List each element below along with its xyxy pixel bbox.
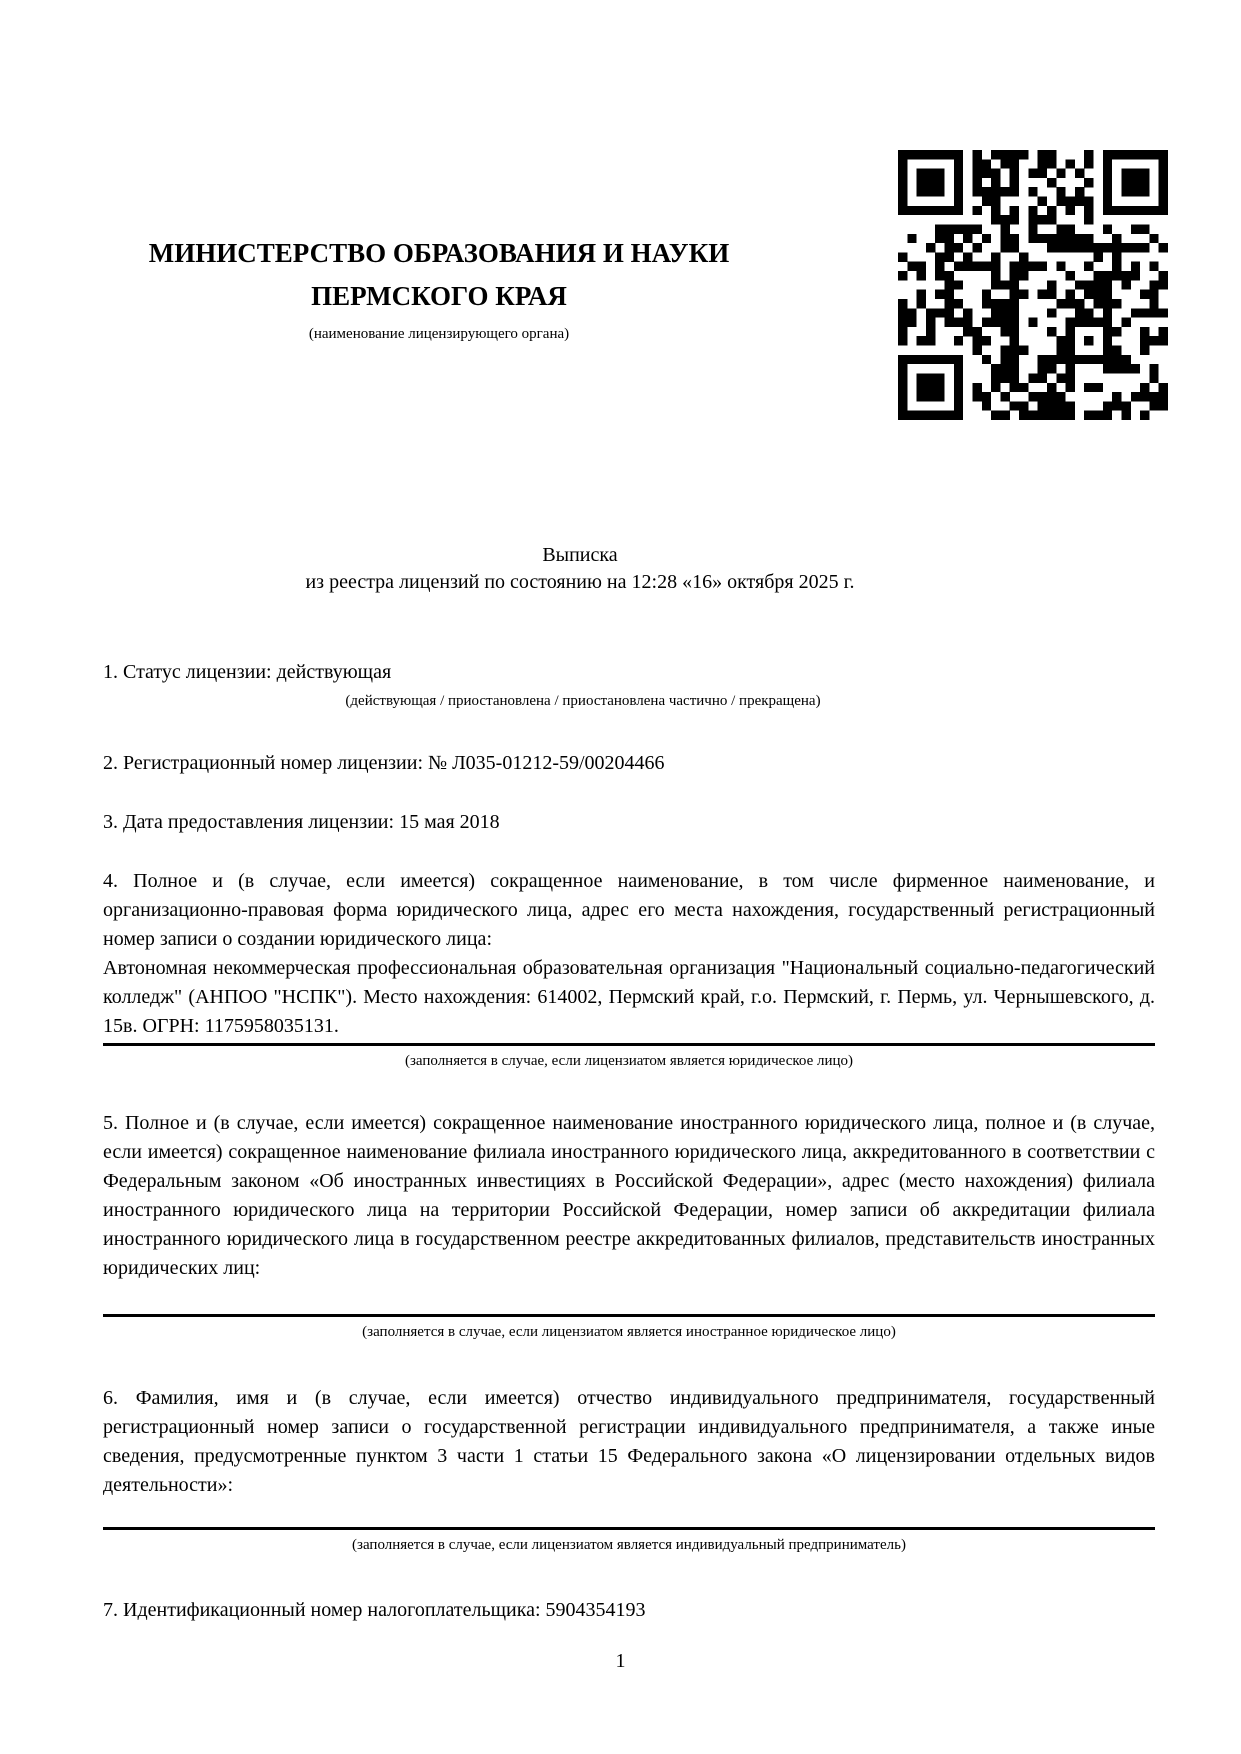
ministry-title-line1: МИНИСТЕРСТВО ОБРАЗОВАНИЯ И НАУКИ [148,238,730,268]
license-grant-date-item: 3. Дата предоставления лицензии: 15 мая 2018 [103,811,500,833]
individual-entrepreneur-caption: (заполняется в случае, если лицензиатом является индивидуальный предприниматель) [352,1537,906,1553]
foreign-entity-caption: (заполняется в случае, если лицензиатом является иностранное юридическое лицо) [362,1324,896,1340]
ministry-title-line2: ПЕРМСКОГО КРАЯ [311,281,567,311]
authority-name-caption: (наименование лицензирующего органа) [308,326,570,342]
page-number: 1 [615,1650,626,1672]
foreign-entity-item: 5. Полное и (в случае, если имеется) сокращенное наименование иностранного юридического лица, полное и (в случае, если имеется) сокращенное наименование филиала иностранного юридического лица, аккредитованного в соответствии с Федеральным законом «Об иностранных инвестициях в Российской Федерации», адрес (место нахождения) филиала иностранного юридического лица на территории Российской Федерации, номер записи об аккредитации филиала иностранного юридического лица в государственном реестре аккредитованных филиалов, представительств иностранных юридических лиц: [103,1112,1155,1279]
individual-entrepreneur-item: 6. Фамилия, имя и (в случае, если имеется) отчество индивидуального предпринимателя, государственный регистрационный номер записи о государственной регистрации индивидуального предпринимателя, а также иные сведения, предусмотренные пунктом 3 части 1 статьи 15 Федерального закона «О лицензировании отдельных видов деятельности»: [103,1387,1155,1496]
fill-in-line-legal-entity [103,1043,1155,1046]
registration-number-item: 2. Регистрационный номер лицензии: № Л035-01212-59/00204466 [103,752,665,774]
fill-in-line-individual-entrepreneur [103,1527,1155,1530]
legal-entity-name-value: Автономная некоммерческая профессиональная образовательная организация "Национальный социально-педагогический колледж" (АНПОО "НСПК"). Место нахождения: 614002, Пермский край, г.о. Пермский, г. Пермь, ул. Чернышевского, д. 15в. ОГРН: 1175958035131. [103,957,1155,1037]
license-status-options-caption: (действующая / приостановлена / приостановлена частично / прекращена) [345,693,821,709]
fill-in-line-foreign-entity [103,1314,1155,1317]
legal-entity-caption: (заполняется в случае, если лицензиатом является юридическое лицо) [404,1053,854,1069]
license-status-item: 1. Статус лицензии: действующая [103,661,392,683]
legal-entity-name-statement: 4. Полное и (в случае, если имеется) сокращенное наименование, в том числе фирменное наименование, и организационно-правовая форма юридического лица, адрес его места нахождения, государственный регистрационный номер записи о создании юридического лица: [103,870,1155,950]
document-title [54,542,1106,596]
licensing-authority-header [85,0,793,345]
qr-code [898,150,1168,420]
taxpayer-id-item: 7. Идентификационный номер налогоплательщика: 5904354193 [103,1599,646,1621]
legal-entity-name-item [103,867,1155,1041]
document-title-line1: Выписка [542,544,618,566]
document-title-line2: из реестра лицензий по состоянию на 12:28 «16» октября 2025 г. [305,571,855,593]
